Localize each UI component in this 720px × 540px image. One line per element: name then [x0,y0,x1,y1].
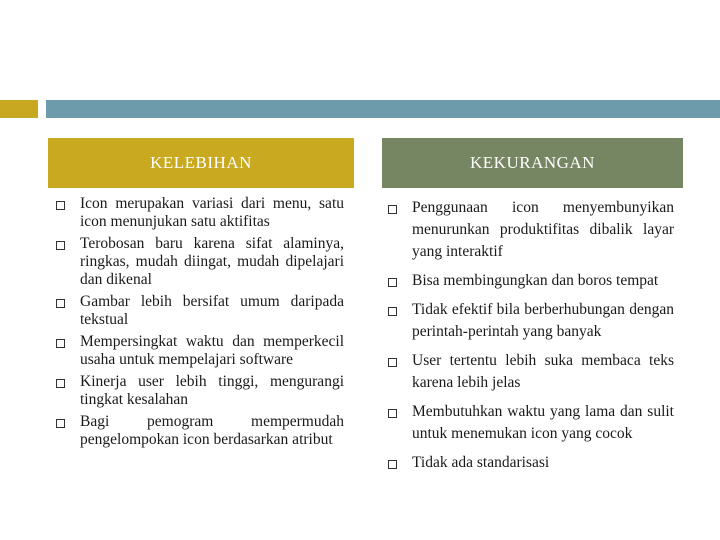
kekurangan-header [382,138,683,188]
list-item: Mempersingkat waktu dan memperkecil usaha untuk mempelajari software [54,333,344,369]
list-item: Terobosan baru karena sifat alaminya, ringkas, mudah diingat, mudah dipelajari dan dikenal [54,235,344,289]
square-bullet-icon [56,201,65,210]
list-item: Tidak efektif bila berberhubungan dengan perintah-perintah yang banyak [386,299,674,343]
list-item: User tertentu lebih suka membaca teks karena lebih jelas [386,350,674,394]
kelebihan-header-label: KELEBIHAN [150,153,252,172]
decorative-gold-bar [0,100,38,118]
square-bullet-icon [388,460,397,469]
list-item: Bisa membingungkan dan boros tempat [386,270,674,292]
kelebihan-list [54,195,344,453]
kelebihan-header [48,138,354,188]
square-bullet-icon [388,278,397,287]
list-item: Gambar lebih bersifat umum daripada tekstual [54,293,344,329]
kekurangan-header-label: KEKURANGAN [470,153,595,172]
square-bullet-icon [56,299,65,308]
decorative-teal-bar [46,100,720,118]
square-bullet-icon [56,339,65,348]
list-item: Kinerja user lebih tinggi, mengurangi tingkat kesalahan [54,373,344,409]
list-item: Tidak ada standarisasi [386,452,674,474]
square-bullet-icon [56,419,65,428]
square-bullet-icon [388,409,397,418]
kekurangan-list [386,197,674,481]
list-item: Icon merupakan variasi dari menu, satu icon menunjukan satu aktifitas [54,195,344,231]
square-bullet-icon [56,241,65,250]
list-item: Penggunaan icon menyembunyikan menurunkan produktifitas dibalik layar yang interaktif [386,197,674,263]
square-bullet-icon [388,307,397,316]
square-bullet-icon [388,205,397,214]
list-item: Membutuhkan waktu yang lama dan sulit untuk menemukan icon yang cocok [386,401,674,445]
list-item: Bagi pemogram mempermudah pengelompokan icon berdasarkan atribut [54,413,344,449]
square-bullet-icon [388,358,397,367]
square-bullet-icon [56,379,65,388]
